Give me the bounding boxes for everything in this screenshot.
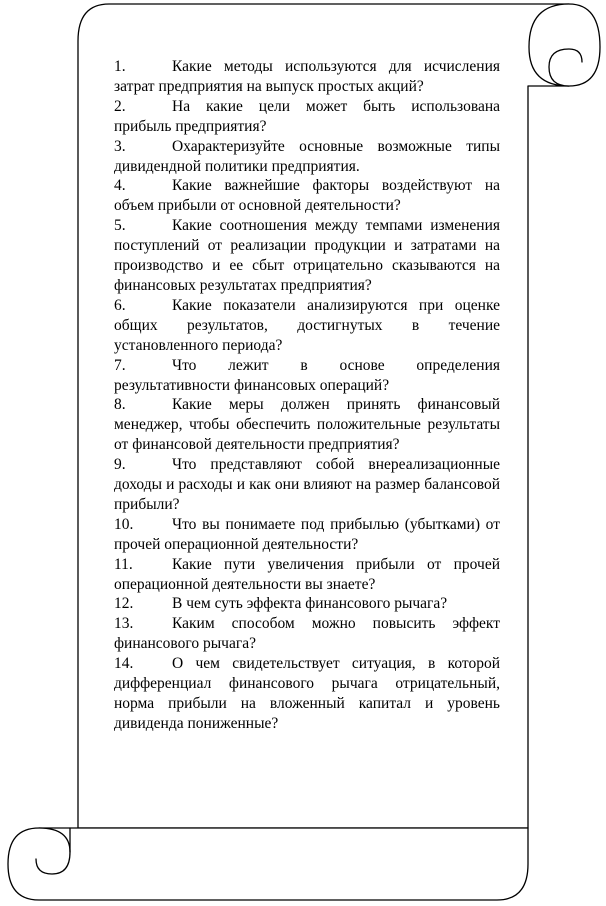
question-item [114,97,500,137]
scroll-bottom-roll [8,828,528,900]
question-item [114,455,500,515]
question-item [114,216,500,296]
question-item [114,614,500,654]
question-text: О чем свидетельствует ситуация, в которой дифференциал финансового рычага отрицательный, норма прибыли на вложенный капитал и уровень дивиденда пониженные? [114,655,500,732]
question-text: Что представляют собой внереализационные доходы и расходы и как они влияют на размер балансовой прибыли? [114,456,500,513]
question-item [114,356,500,396]
question-text: На какие цели может быть использована прибыль предприятия? [114,97,500,135]
question-number: 9. [114,456,126,474]
question-text: Что вы понимаете под прибылью (убытками) от прочей операционной деятельности? [114,515,500,553]
question-item [114,296,500,356]
question-text: Какие меры должен принять финансовый менеджер, чтобы обеспечить положительные результаты от финансовой деятельности предприятия? [114,396,500,454]
question-item [114,57,500,97]
question-number: 3. [114,137,126,155]
question-item [114,137,500,177]
question-number: 13. [114,615,134,633]
question-text: Какие важнейшие факторы воздействуют на объем прибыли от основной деятельности? [114,177,500,215]
question-number: 12. [114,595,134,613]
question-item [114,594,500,614]
question-text: Охарактеризуйте основные возможные типы дивидендной политики предприятия. [114,137,500,175]
question-item [114,654,500,734]
question-number: 5. [114,217,126,235]
question-number: 11. [114,555,133,573]
question-number: 14. [114,655,134,673]
question-text: Что лежит в основе определения результативности финансовых операций? [114,356,500,394]
question-number: 1. [114,58,126,75]
question-number: 7. [114,356,126,374]
question-text: В чем суть эффекта финансового рычага? [172,595,448,613]
question-item [114,515,500,555]
question-item [114,555,500,595]
question-list [114,57,500,734]
question-number: 4. [114,177,126,195]
question-item [114,176,500,216]
question-text: Какие показатели анализируются при оценке общих результатов, достигнутых в течение установленного периода? [114,296,500,354]
question-text: Какие соотношения между темпами изменения поступлений от реализации продукции и затратами на производство и ее сбыт отрицательно сказываются на финансовых результатах предприятия? [114,217,500,294]
question-item [114,395,500,455]
question-text: Каким способом можно повысить эффект финансового рычага? [114,615,500,653]
question-text: Какие пути увеличения прибыли от прочей операционной деятельности вы знаете? [114,555,500,593]
question-number: 8. [114,396,126,414]
question-number: 2. [114,97,126,115]
question-text: Какие методы используются для исчисления затрат предприятия на выпуск простых акций? [114,58,500,95]
question-number: 10. [114,515,134,533]
question-number: 6. [114,296,126,314]
